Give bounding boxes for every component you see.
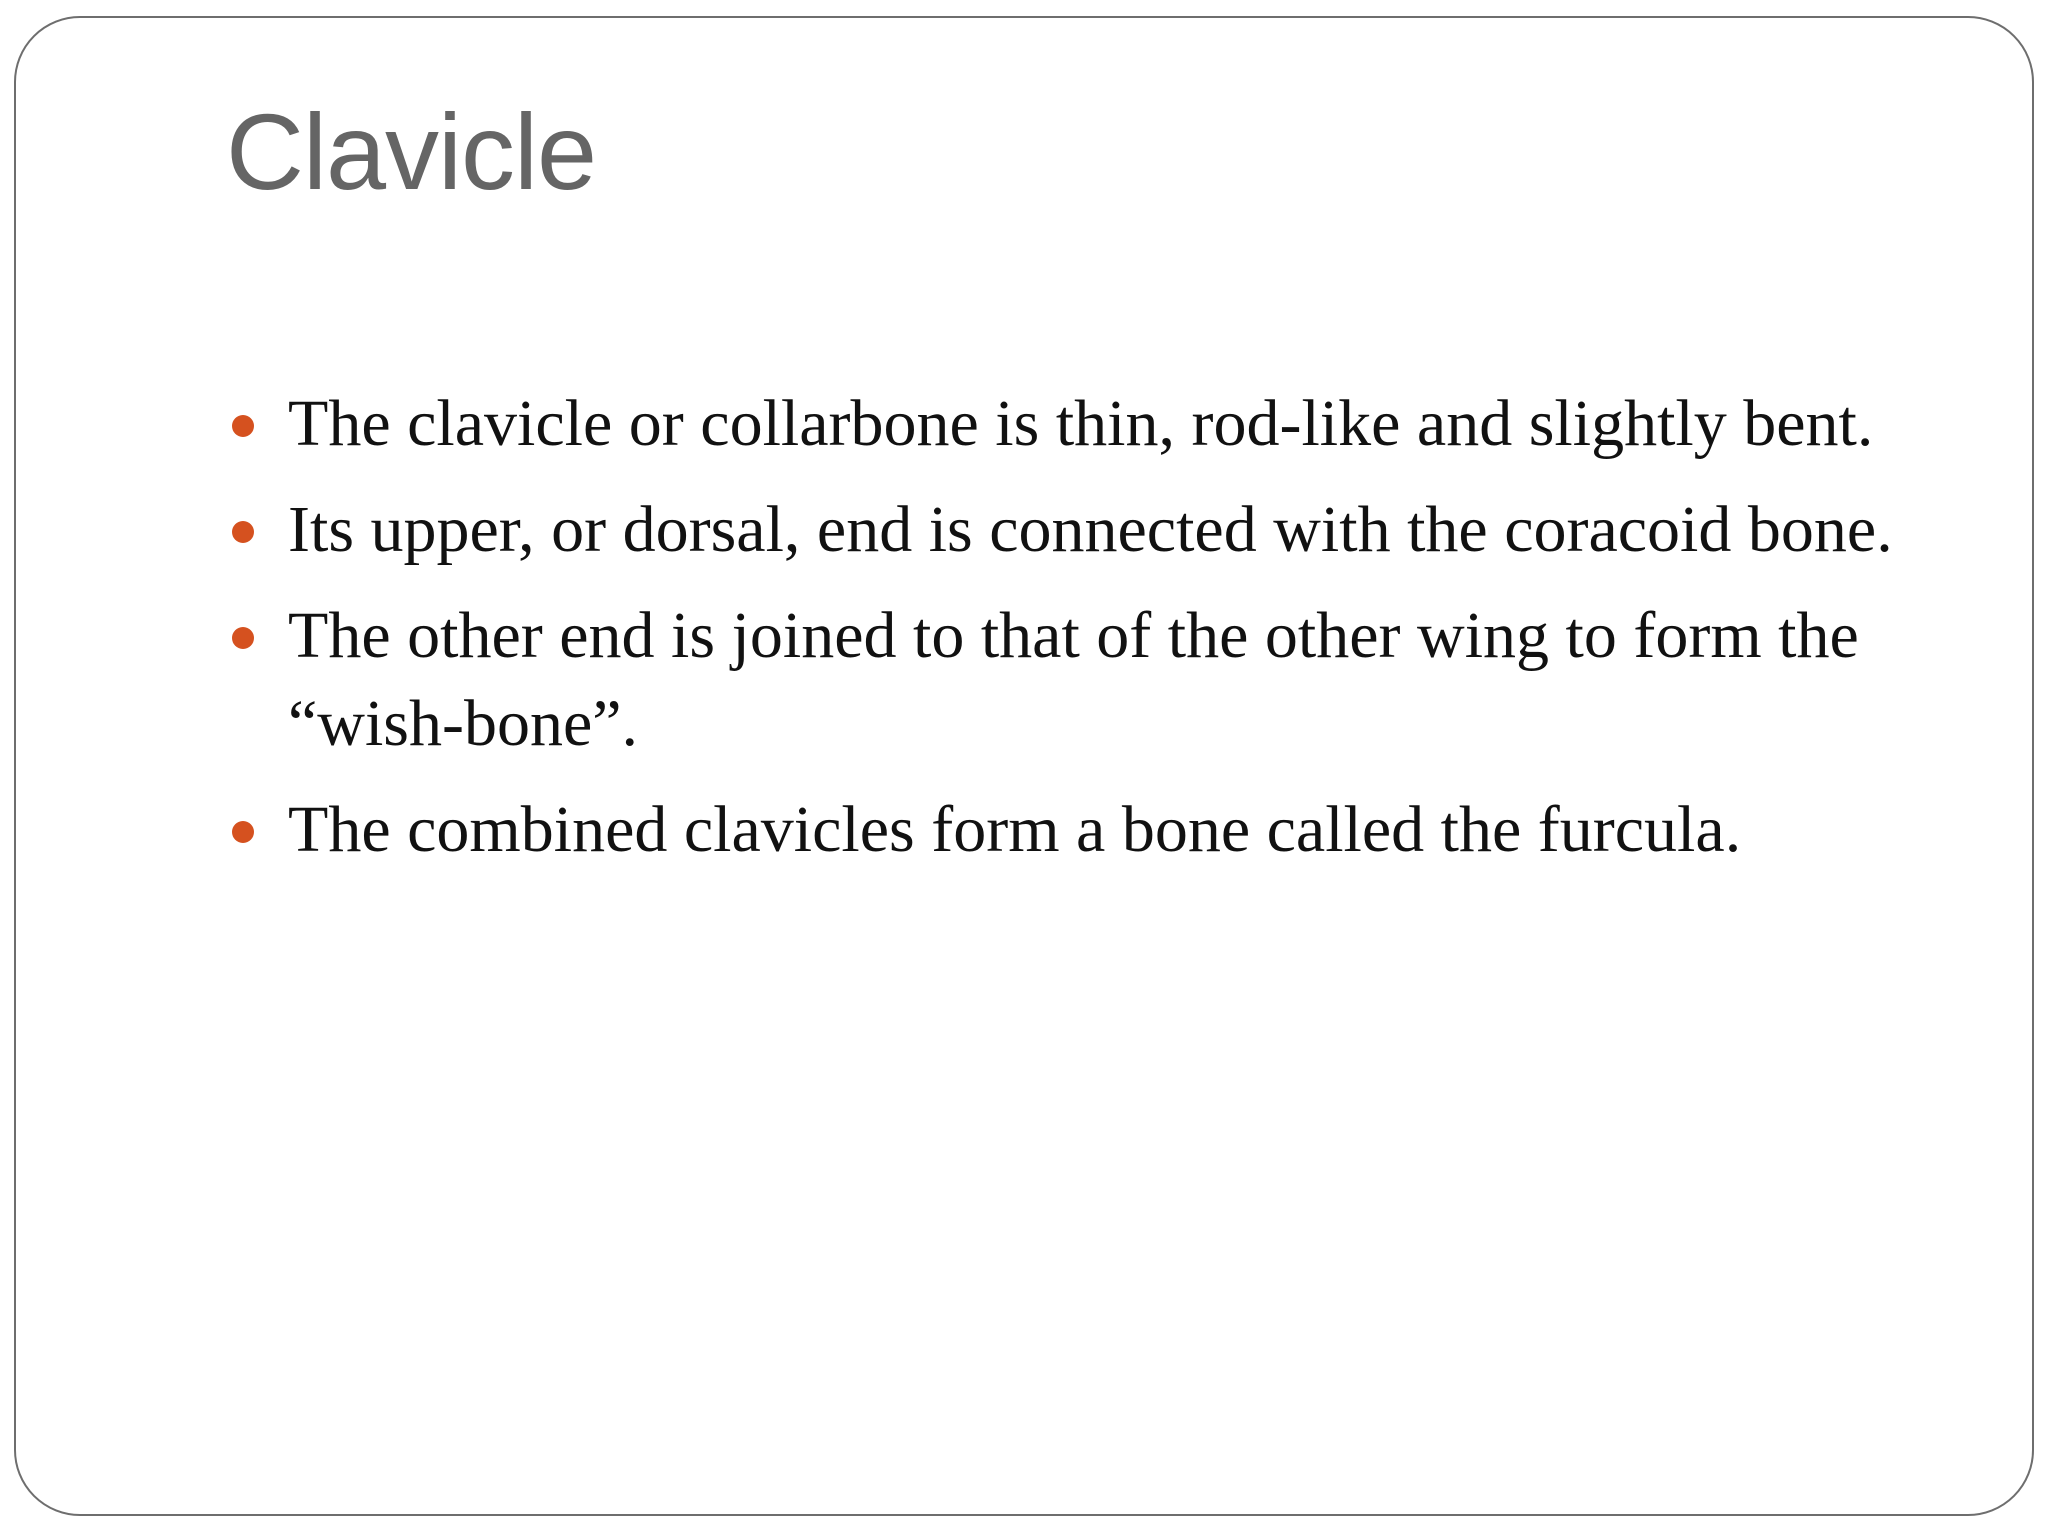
list-item (216, 380, 1916, 468)
bullet-dot-icon (232, 627, 254, 649)
bullet-dot-icon (232, 415, 254, 437)
bullet-text: The other end is joined to that of the other wing to form the “wish-bone”. (288, 599, 1859, 760)
bullet-text: The clavicle or collarbone is thin, rod-like and slightly bent. (288, 387, 1874, 460)
list-item (216, 592, 1916, 768)
list-item (216, 486, 1916, 574)
bullet-text: Its upper, or dorsal, end is connected with the coracoid bone. (288, 493, 1893, 566)
bullet-list (216, 380, 1916, 892)
slide-title: Clavicle (226, 91, 597, 212)
bullet-dot-icon (232, 821, 254, 843)
bullet-text: The combined clavicles form a bone called the furcula. (288, 793, 1742, 866)
list-item (216, 786, 1916, 874)
slide (14, 16, 2034, 1516)
bullet-dot-icon (232, 521, 254, 543)
